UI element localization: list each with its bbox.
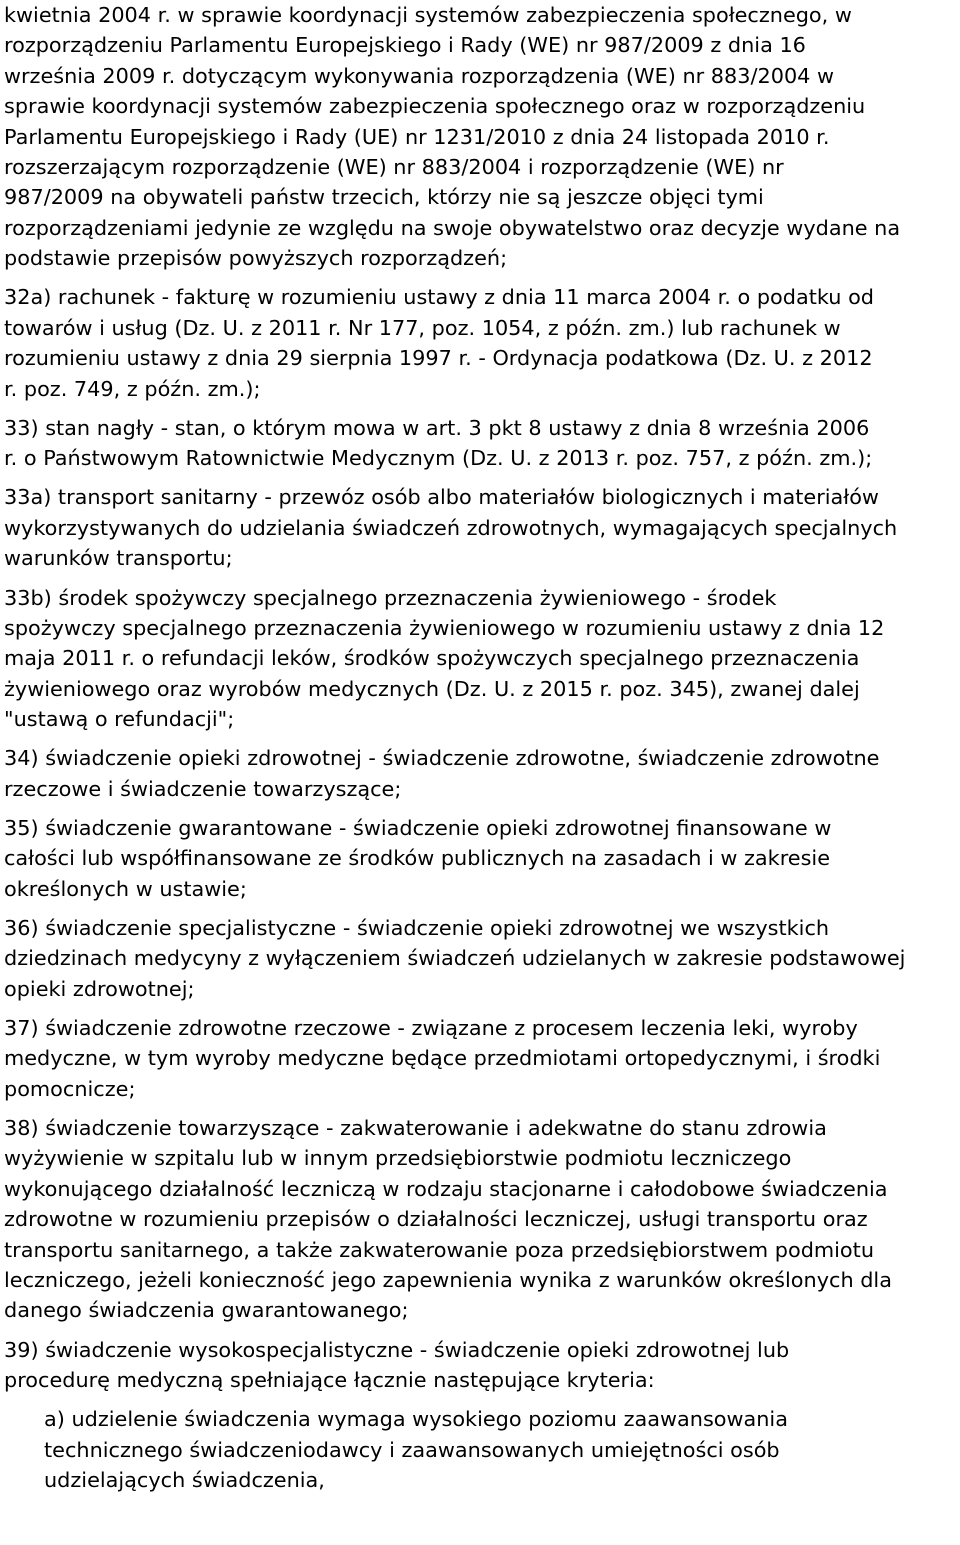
text-line: 33) stan nagły - stan, o którym mowa w art. 3 pkt 8 ustawy z dnia 8 września 2006 — [4, 415, 870, 440]
paragraph-33a — [4, 482, 956, 573]
text-line: 38) świadczenie towarzyszące - zakwaterowanie i adekwatne do stanu zdrowia — [4, 1115, 827, 1140]
text-line: leczniczego, jeżeli konieczność jego zapewnienia wynika z warunków określonych dla — [4, 1268, 892, 1293]
paragraph-34 — [4, 743, 956, 804]
text-line: medyczne, w tym wyroby medyczne będące przedmiotami ortopedycznymi, i środki — [4, 1046, 881, 1071]
text-line: warunków transportu; — [4, 546, 233, 571]
text-line: 32a) rachunek - fakturę w rozumieniu ustawy z dnia 11 marca 2004 r. o podatku od — [4, 285, 875, 310]
text-line: r. poz. 749, z późn. zm.); — [4, 376, 261, 401]
text-line: rozszerzającym rozporządzenie (WE) nr 883/2004 i rozporządzenie (WE) nr — [4, 155, 784, 180]
text-line: rozumieniu ustawy z dnia 29 sierpnia 1997 r. - Ordynacja podatkowa (Dz. U. z 2012 — [4, 346, 873, 371]
text-line: udzielających świadczenia, — [44, 1468, 325, 1493]
text-line: wyżywienie w szpitalu lub w innym przedsiębiorstwie podmiotu leczniczego — [4, 1146, 792, 1171]
paragraph-33b — [4, 583, 956, 735]
text-line: maja 2011 r. o refundacji leków, środków spożywczych specjalnego przeznaczenia — [4, 646, 860, 671]
text-line: 39) świadczenie wysokospecjalistyczne - świadczenie opieki zdrowotnej lub — [4, 1337, 790, 1362]
text-line: pomocnicze; — [4, 1076, 136, 1101]
text-line: 34) świadczenie opieki zdrowotnej - świadczenie zdrowotne, świadczenie zdrowotne — [4, 746, 880, 771]
text-line: sprawie koordynacji systemów zabezpieczenia społecznego oraz w rozporządzeniu — [4, 94, 866, 119]
text-line: a) udzielenie świadczenia wymaga wysokiego poziomu zaawansowania — [44, 1407, 788, 1432]
subitem-a — [44, 1404, 956, 1495]
text-line: 33a) transport sanitarny - przewóz osób albo materiałów biologicznych i materiałów — [4, 485, 879, 510]
text-line: całości lub współfinansowane ze środków publicznych na zasadach i w zakresie — [4, 846, 831, 871]
text-line: 987/2009 na obywateli państw trzecich, którzy nie są jeszcze objęci tymi — [4, 185, 764, 210]
text-line: rozporządzeniami jedynie ze względu na swoje obywatelstwo oraz decyzje wydane na — [4, 215, 901, 240]
text-line: 36) świadczenie specjalistyczne - świadczenie opieki zdrowotnej we wszystkich — [4, 915, 830, 940]
text-line: 33b) środek spożywczy specjalnego przeznaczenia żywieniowego - środek — [4, 585, 777, 610]
text-line: procedurę medyczną spełniające łącznie następujące kryteria: — [4, 1368, 655, 1393]
text-line: technicznego świadczeniodawcy i zaawansowanych umiejętności osób — [44, 1437, 780, 1462]
text-line: "ustawą o refundacji"; — [4, 707, 235, 732]
text-line: danego świadczenia gwarantowanego; — [4, 1298, 409, 1323]
text-line: Parlamentu Europejskiego i Rady (UE) nr 1231/2010 z dnia 24 listopada 2010 r. — [4, 124, 830, 149]
paragraph-35 — [4, 813, 956, 904]
text-line: zdrowotne w rozumieniu przepisów o działalności leczniczej, usługi transportu oraz — [4, 1207, 868, 1232]
paragraph-39 — [4, 1335, 956, 1396]
text-line: r. o Państwowym Ratownictwie Medycznym (Dz. U. z 2013 r. poz. 757, z późn. zm.); — [4, 446, 873, 471]
text-line: spożywczy specjalnego przeznaczenia żywieniowego w rozumieniu ustawy z dnia 12 — [4, 615, 885, 640]
text-line: transportu sanitarnego, a także zakwaterowanie poza przedsiębiorstwem podmiotu — [4, 1237, 874, 1262]
text-line: rzeczowe i świadczenie towarzyszące; — [4, 776, 402, 801]
paragraph-38 — [4, 1113, 956, 1326]
document-body — [4, 0, 956, 1395]
text-line: opieki zdrowotnej; — [4, 976, 195, 1001]
paragraph-37 — [4, 1013, 956, 1104]
text-line: żywieniowego oraz wyrobów medycznych (Dz. U. z 2015 r. poz. 345), zwanej dalej — [4, 676, 860, 701]
text-line: określonych w ustawie; — [4, 876, 247, 901]
text-line: 35) świadczenie gwarantowane - świadczenie opieki zdrowotnej finansowane w — [4, 815, 832, 840]
text-line: towarów i usług (Dz. U. z 2011 r. Nr 177, poz. 1054, z późn. zm.) lub rachunek w — [4, 315, 841, 340]
text-line: dziedzinach medycyny z wyłączeniem świadczeń udzielanych w zakresie podstawowej — [4, 946, 906, 971]
text-line: rozporządzeniu Parlamentu Europejskiego i Rady (WE) nr 987/2009 z dnia 16 — [4, 33, 806, 58]
paragraph-32a — [4, 282, 956, 404]
text-line: 37) świadczenie zdrowotne rzeczowe - związane z procesem leczenia leki, wyroby — [4, 1015, 858, 1040]
text-line: wykorzystywanych do udzielania świadczeń zdrowotnych, wymagających specjalnych — [4, 515, 898, 540]
text-line: kwietnia 2004 r. w sprawie koordynacji systemów zabezpieczenia społecznego, w — [4, 3, 852, 27]
text-line: września 2009 r. dotyczącym wykonywania rozporządzenia (WE) nr 883/2004 w — [4, 63, 835, 88]
paragraph-36 — [4, 913, 956, 1004]
paragraph-33 — [4, 413, 956, 474]
paragraph-regulations-intro — [4, 0, 956, 274]
text-line: podstawie przepisów powyższych rozporządzeń; — [4, 246, 508, 271]
text-line: wykonującego działalność leczniczą w rodzaju stacjonarne i całodobowe świadczenia — [4, 1176, 888, 1201]
